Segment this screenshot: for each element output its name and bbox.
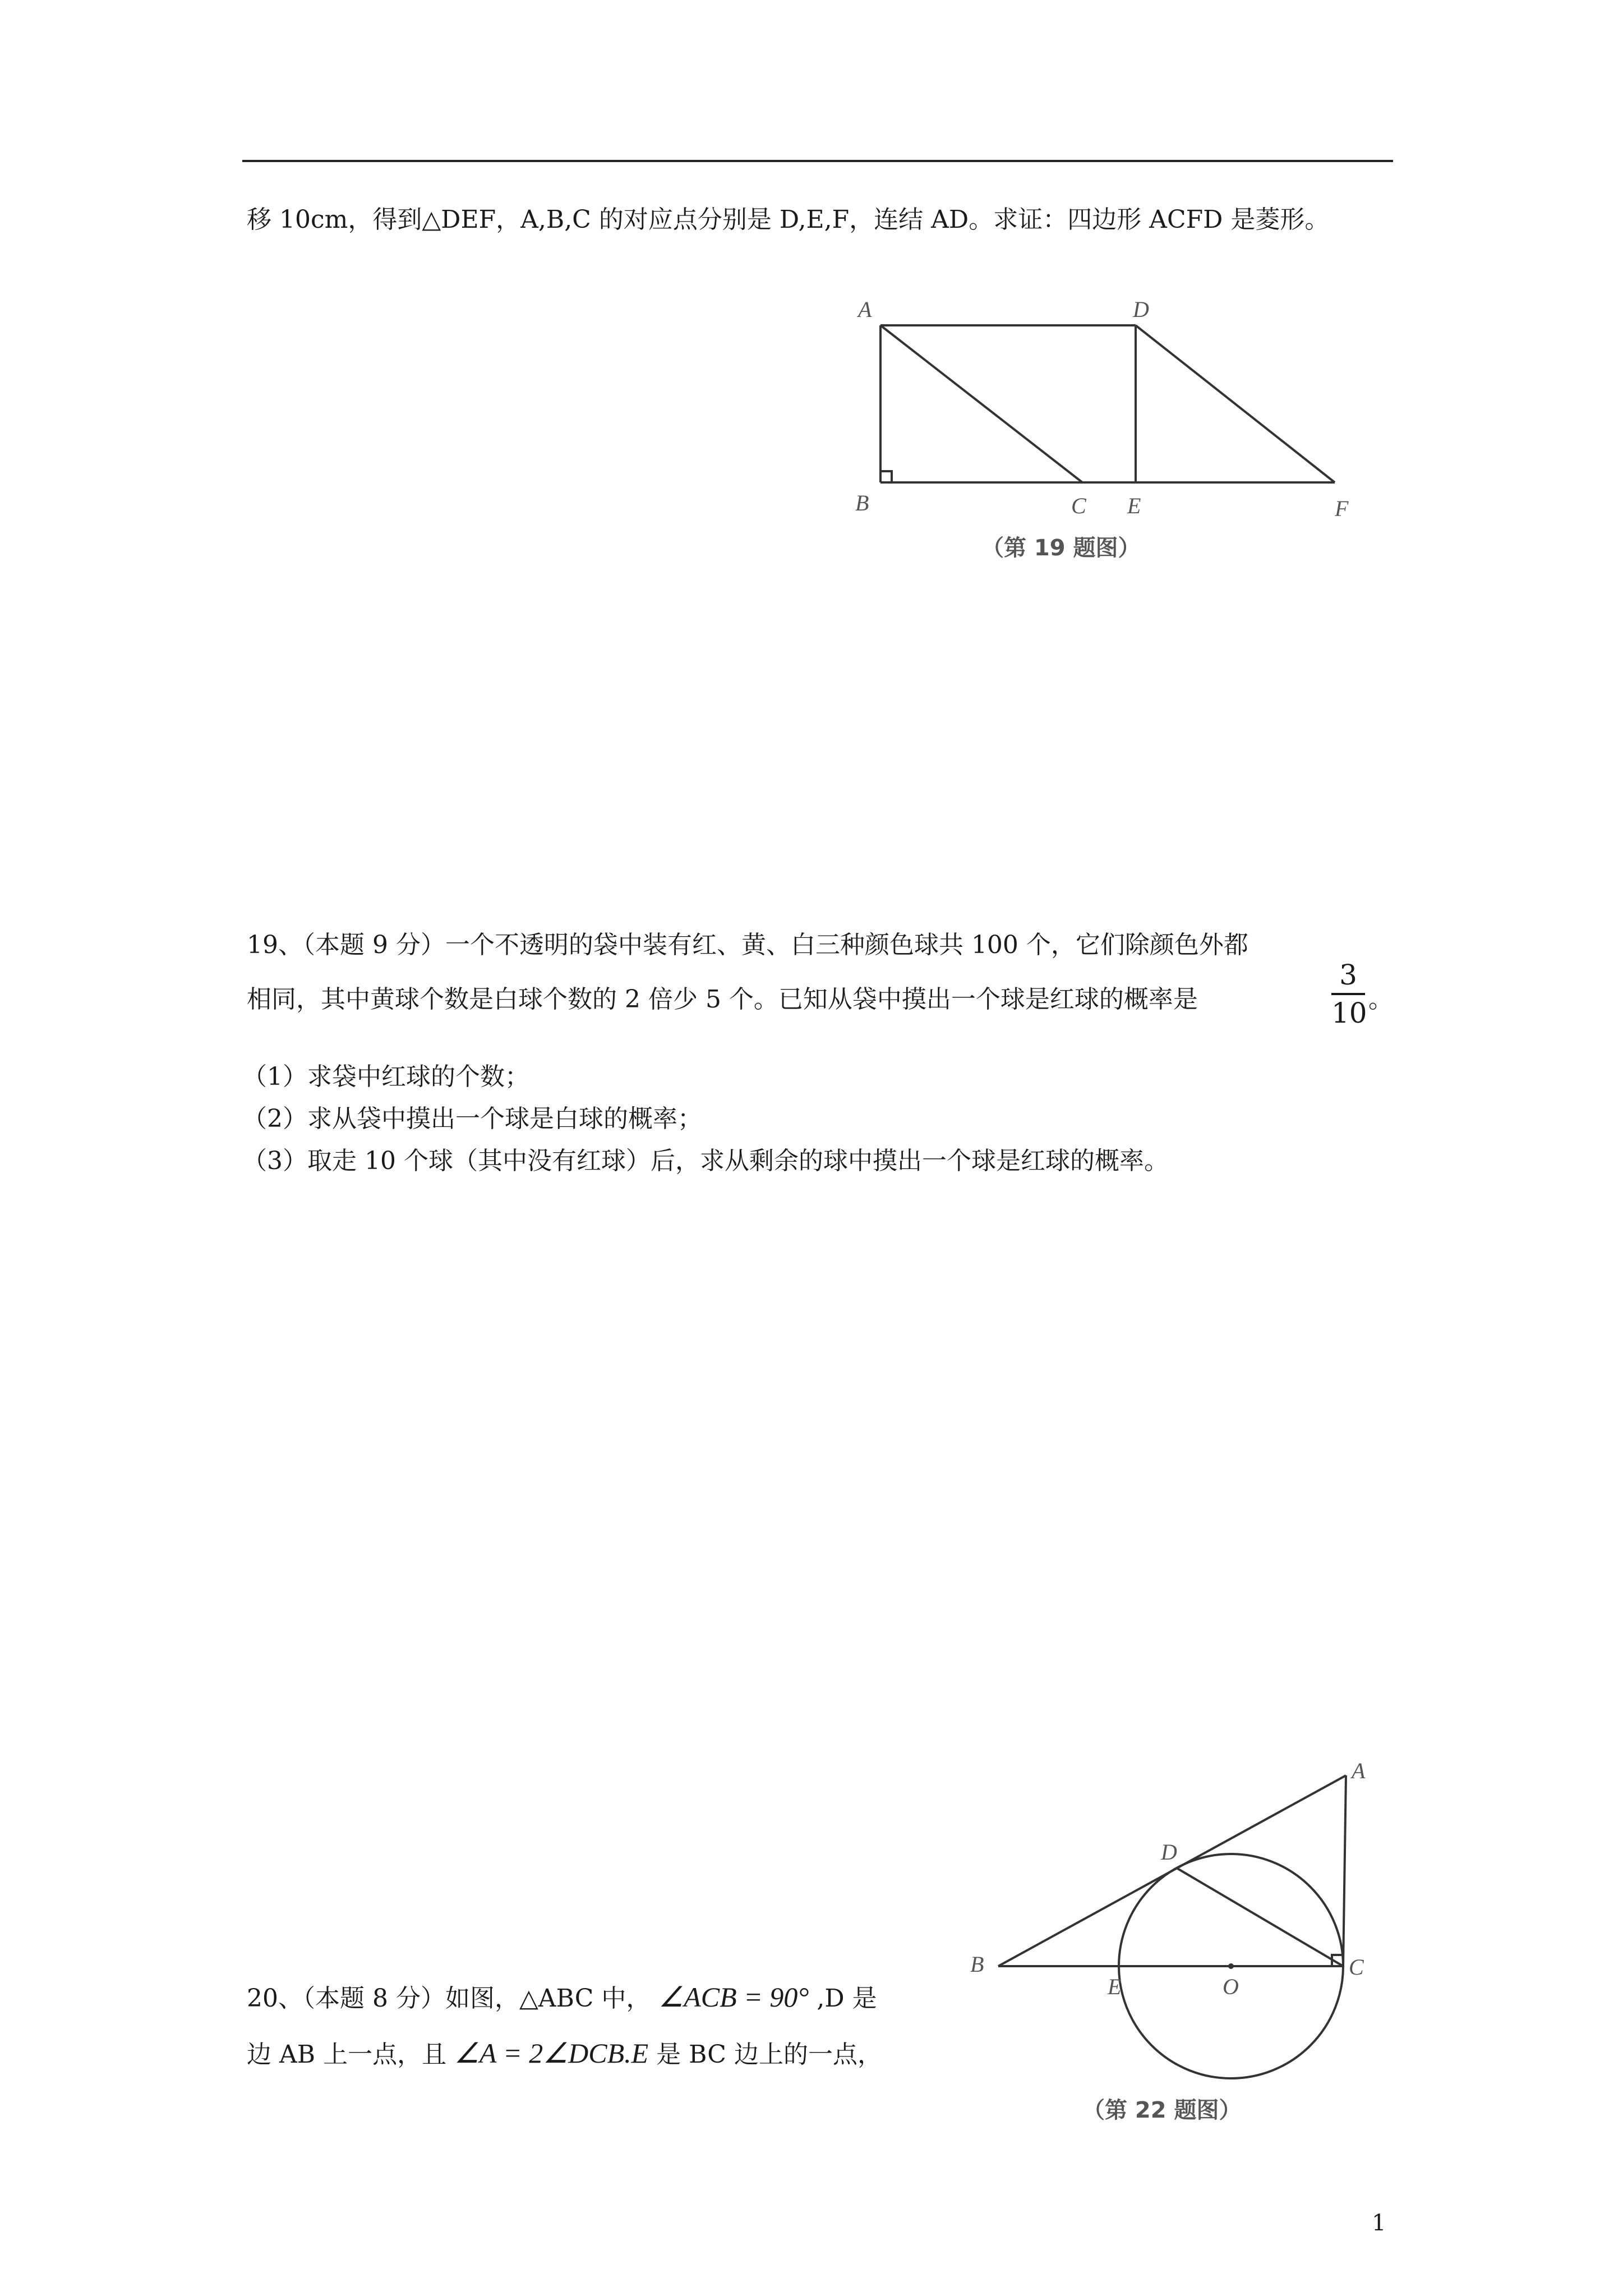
label-e: E	[1127, 493, 1141, 518]
label-b: B	[970, 1952, 984, 1977]
label-o: O	[1223, 1974, 1239, 1999]
fraction-denominator: 10	[1331, 997, 1367, 1029]
angle-relation-formula: ∠A = 2∠DCB.E	[454, 2037, 649, 2069]
q20-line1-text-a: 20、（本题 8 分）如图，△ABC 中，	[247, 1984, 651, 2013]
label-f: F	[1335, 496, 1349, 521]
center-o-dot	[1228, 1963, 1234, 1969]
q20-line2-text-a: 边 AB 上一点，且	[247, 2040, 447, 2069]
fraction-numerator: 3	[1339, 959, 1357, 991]
q18-tail-text: 移 10cm，得到△DEF，A,B,C 的对应点分别是 D,E,F，连结 AD。求证：四边形 ACFD 是菱形。	[247, 205, 1330, 234]
q20-line1	[247, 1980, 877, 2016]
page-number: 1	[1372, 2210, 1386, 2236]
header-rule	[242, 160, 1393, 162]
q19-sub2: （2）求从袋中摸出一个球是白球的概率；	[242, 1105, 702, 1133]
figure-19	[841, 292, 1368, 572]
segment-df	[1136, 325, 1335, 482]
label-c: C	[1071, 493, 1086, 518]
figure-22-caption: （第 22 题图）	[1082, 2097, 1242, 2123]
fraction-bar	[1331, 993, 1365, 995]
label-d: D	[1133, 297, 1149, 322]
angle-acb-formula: ∠ACB = 90°	[658, 1981, 809, 2013]
probability-fraction	[1331, 959, 1365, 1029]
q19-sub1: （1）求袋中红球的个数；	[242, 1062, 529, 1091]
label-d: D	[1161, 1839, 1177, 1865]
q19-line2-end: 。	[1368, 985, 1393, 1014]
right-angle-mark	[880, 471, 892, 482]
q19-line2: 相同，其中黄球个数是白球个数的 2 倍少 5 个。已知从袋中摸出一个球是红球的概率是	[247, 985, 1198, 1014]
segment-dc	[1177, 1868, 1343, 1966]
label-c: C	[1349, 1954, 1364, 1980]
q20-line2-text-b: 是 BC 边上的一点，	[656, 2040, 882, 2069]
segment-ac	[1343, 1775, 1346, 1966]
q20-line2	[247, 2036, 882, 2072]
q19-sub3: （3）取走 10 个球（其中没有红球）后，求从剩余的球中摸出一个球是红球的概率。	[242, 1147, 1169, 1175]
label-a: A	[858, 297, 872, 322]
figure-22	[965, 1745, 1391, 2137]
label-e: E	[1108, 1974, 1122, 1999]
label-a: A	[1352, 1758, 1366, 1783]
q19-line1: 19、（本题 9 分）一个不透明的袋中装有红、黄、白三种颜色球共 100 个，它们除颜色外都	[247, 931, 1248, 959]
label-b: B	[855, 490, 869, 516]
segment-ac	[880, 325, 1082, 482]
figure-19-caption: （第 19 题图）	[981, 535, 1141, 561]
q20-line1-text-b: ,D 是	[817, 1984, 877, 2013]
